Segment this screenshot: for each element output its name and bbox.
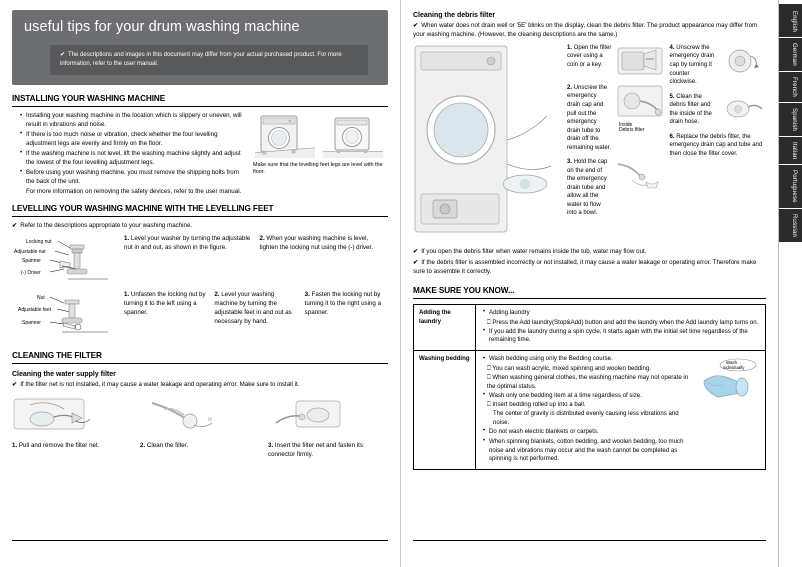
tab-french[interactable]: French	[779, 72, 802, 103]
sub-item-text: You can wash acrylic, mixed spinning and woolen bedding.	[492, 365, 652, 373]
debris-note-2	[413, 259, 766, 277]
sub-item-text: Press the Add laundry(Stop&Add) button and add the laundry when the Add laundry lamp turns on.	[492, 318, 759, 326]
page-title: useful tips for your drum washing machine	[24, 19, 300, 35]
debris-step-5	[670, 93, 767, 127]
step-text: Level your washer by turning the adjustable nut in and out, as shown in the figure.	[124, 234, 251, 251]
step-text: Unscrew the emergency drain cap and pull out the emergency drain tube to drain off the remaining water.	[567, 84, 612, 151]
list-item: • Do not wash electric blankets or carpets.	[483, 428, 692, 437]
right-column	[400, 0, 778, 567]
left-column	[0, 0, 400, 567]
step-text: Clean the filter.	[146, 441, 189, 449]
step-number: 6.	[669, 133, 675, 140]
row-content-adding-laundry	[476, 304, 766, 350]
step-number: 2.	[567, 84, 573, 91]
step-number: 3.	[268, 441, 274, 449]
emergency-drain-illustration	[616, 84, 664, 132]
subheading-water-supply-filter: Cleaning the water supply filter	[12, 370, 116, 378]
step-number: 2.	[140, 441, 146, 449]
filter-step-1	[12, 395, 132, 459]
step-text: Level your washing machine by turning the adjustable feet in and out as necessary by hand.	[214, 290, 292, 325]
filter-steps	[12, 395, 388, 459]
tab-italian[interactable]: Italian	[779, 137, 802, 165]
step-text: Replace the debris filter, the emergency drain cap and tube and then close the filter cover.	[669, 133, 763, 157]
language-tabs	[778, 0, 802, 567]
tab-german[interactable]: German	[779, 38, 802, 72]
filter-check-line	[12, 381, 388, 390]
banner-note	[50, 45, 368, 75]
levelling-feet-step-3	[305, 291, 388, 318]
svg-text:Debris filter: Debris filter	[618, 126, 644, 132]
levelling-bottom-row	[12, 291, 388, 339]
levelling-step-1	[124, 235, 253, 253]
step-number: 3.	[304, 290, 310, 298]
svg-text:Locking nut: Locking nut	[26, 238, 52, 245]
debris-step-1	[567, 44, 664, 78]
right-footer-rule	[413, 540, 766, 541]
svg-text:Adjustable nut: Adjustable nut	[14, 248, 46, 255]
heading-installing: INSTALLING YOUR WASHING MACHINE	[12, 94, 166, 103]
list-item: • When spinning blankets, cotton bedding, and woolen bedding, too much noise and vibrations may occur and the wash cannot be completed as spinning is not performed.	[483, 438, 692, 464]
debris-step-6	[670, 133, 767, 159]
table-row	[414, 351, 766, 470]
list-item: • If there is too much noise or vibration, check whether the four levelling adjustment legs are evenly and firmly on the floor.	[20, 131, 247, 149]
bedding-roll-illustration	[698, 357, 760, 399]
debris-note-1	[413, 248, 766, 257]
step-text: Unfasten the locking nut by turning it to the left using a spanner.	[124, 290, 206, 316]
filter-step-1-caption	[12, 442, 132, 451]
left-footer-rule	[12, 540, 388, 541]
svg-text:(-) Driver: (-) Driver	[21, 269, 41, 276]
debris-figure-and-steps	[413, 44, 766, 242]
filter-step-3-caption	[268, 442, 388, 459]
filter-step-2	[140, 395, 260, 459]
divider	[12, 106, 388, 107]
install-extra-line: For more information on removing the safety devices, refer to the user manual.	[26, 187, 242, 195]
check-icon: ✔	[413, 247, 419, 255]
debris-steps-col-2	[670, 44, 767, 242]
svg-text:Inside: Inside	[618, 121, 632, 128]
debris-check-text: When water does not drain well or '5E' blinks on the display, clean the debris filter. The product appearance may differ from your washing machine. (However, the cleaning descriptions are the same.)	[413, 22, 758, 38]
step-text: Open the filter cover using a coin or a key.	[567, 44, 612, 68]
check-icon: ✔	[413, 22, 419, 29]
debris-steps-col-1	[567, 44, 664, 242]
sub-item-plain: The center of gravity is distributed evenly causing less vibrations and noise.	[493, 410, 679, 427]
heading-cleaning-filter: CLEANING THE FILTER	[12, 350, 102, 360]
step-number: 2.	[214, 290, 220, 298]
list-item: • Wash bedding using only the Bedding course.	[483, 355, 692, 364]
check-icon: ✔	[12, 380, 18, 388]
install-figure-caption: Make sure that the levelling feet legs are level with the floor.	[253, 162, 383, 176]
tab-russian[interactable]: Russian	[779, 209, 802, 243]
svg-text:individually: individually	[723, 365, 745, 371]
levelling-step-2	[260, 235, 389, 253]
step-number: 1.	[124, 234, 130, 242]
heading-levelling: LEVELLING YOUR WASHING MACHINE WITH THE LEVELLING FEET	[12, 203, 274, 213]
step-text: Pull and remove the filter net.	[18, 441, 100, 449]
filter-install-illustration	[268, 395, 380, 439]
list-item: • Installing your washing machine in the location which is slippery or uneven, will result in vibrations and noise.	[20, 112, 247, 130]
debris-machine-illustration	[413, 44, 561, 242]
filter-cover-open-illustration	[616, 44, 664, 78]
divider	[12, 363, 388, 364]
divider	[413, 298, 766, 299]
levelling-check-line	[12, 222, 388, 231]
install-bullets	[12, 112, 247, 195]
check-icon: ✔	[413, 258, 419, 266]
step-text: When your washing machine is level, tighten the locking nut using the (-) driver.	[259, 234, 373, 251]
sub-item: ⎕ You can wash acrylic, mixed spinning and woolen bedding.	[487, 365, 652, 373]
washer-sloped-illustration	[253, 112, 317, 160]
step-text: Unscrew the emergency drain cap by turning it counter clockwise.	[669, 44, 715, 86]
list-item: • Wash only one bedding item at a time regardless of size.	[483, 392, 692, 401]
banner-note-text: The descriptions and images in this document may differ from your actual purchased product. For more information, refer to the user manual.	[60, 52, 342, 67]
step-number: 5.	[669, 93, 675, 100]
filter-removal-illustration	[12, 395, 124, 439]
heading-make-sure: MAKE SURE YOU KNOW...	[413, 285, 515, 295]
list-item: • If you add the laundry during a spin cycle, it starts again with the initial set time regardless of the remaining time.	[483, 328, 760, 346]
list-item: • Before using your washing machine, you must remove the shipping bolts from the back of the unit.	[20, 169, 247, 187]
unscrew-drain-cap-illustration	[722, 44, 766, 78]
sub-item-text: When washing general clothes, the washing machine may not operate in the optimal status.	[487, 373, 689, 390]
svg-text:Spanner: Spanner	[22, 319, 41, 326]
step-number: 2.	[259, 234, 265, 242]
svg-text:Spanner: Spanner	[22, 257, 41, 264]
step-text: Clean the debris filter and the inside of the drain hose.	[669, 93, 712, 126]
tab-english[interactable]: English	[779, 4, 802, 38]
levelling-feet-step-2	[214, 291, 297, 327]
filter-check-text: If the filter net is not installed, it may cause a water leakage and operating error. Make sure to install it.	[20, 380, 300, 388]
step-number: 4.	[669, 44, 675, 51]
filter-step-3	[268, 395, 388, 459]
debris-note-2-text: If the debris filter is assembled incorrectly or not installed, it may cause a water leakage or operating error. Therefore make sure to assemble it correctly.	[413, 258, 757, 275]
step-number: 1.	[124, 290, 130, 298]
levelling-check-text: Refer to the descriptions appropriate to your washing machine.	[20, 221, 193, 229]
list-item: • If the washing machine is not level, lift the washing machine slightly and adjust the lowest of the four levelling adjustment legs.	[20, 150, 247, 168]
row-content-washing-bedding	[476, 351, 766, 470]
svg-text:Nut: Nut	[37, 294, 45, 301]
check-icon: ✔	[60, 52, 66, 58]
debris-step-3	[567, 158, 664, 218]
sub-item-text: Insert bedding rolled up into a ball.	[492, 401, 586, 409]
debris-step-4	[670, 44, 767, 87]
table-row	[414, 304, 766, 350]
levelling-nut-illustration	[12, 235, 117, 287]
filter-cleaning-illustration	[140, 395, 252, 439]
tab-portuguese[interactable]: Portuguese	[779, 165, 802, 209]
svg-text:Wash: Wash	[726, 360, 738, 366]
check-icon: ✔	[12, 221, 18, 229]
divider	[12, 216, 388, 217]
step-number: 1.	[567, 44, 573, 51]
step-number: 1.	[12, 441, 18, 449]
title-banner	[12, 10, 388, 85]
sub-item: ⎕ When washing general clothes, the washing machine may not operate in the optimal status.	[487, 373, 689, 390]
drain-into-bowl-illustration	[616, 158, 664, 190]
sub-item: ⎕ Insert bedding rolled up into a ball.	[487, 401, 586, 409]
washer-level-illustration	[321, 112, 385, 160]
filter-step-2-caption	[140, 442, 260, 451]
debris-steps	[567, 44, 766, 242]
step-text: Hold the cap on the end of the emergency drain tube and allow all the water to flow into a bowl.	[567, 159, 608, 217]
heading-debris-filter: Cleaning the debris filter	[413, 12, 496, 19]
tab-spanish[interactable]: Spanish	[779, 103, 802, 137]
debris-check-line	[413, 22, 766, 40]
row-label-washing-bedding: Washing bedding	[414, 351, 476, 470]
install-figures	[253, 112, 388, 195]
levelling-feet-illustration	[12, 291, 117, 339]
step-text: Fasten the locking nut by turning it to the right using a spanner.	[304, 290, 382, 316]
step-number: 3.	[567, 159, 573, 166]
svg-text:Adjustable feet: Adjustable feet	[18, 306, 52, 313]
levelling-feet-step-1	[124, 291, 207, 318]
step-text: Insert the filter net and fasten its connector firmly.	[268, 441, 363, 458]
install-section	[12, 112, 388, 195]
make-sure-table	[413, 304, 766, 470]
debris-step-2	[567, 84, 664, 152]
sub-item: ⎕ Press the Add laundry(Stop&Add) button and add the laundry when the Add laundry lamp turns on.	[487, 318, 759, 326]
levelling-top-row	[12, 235, 388, 287]
list-item: • Adding laundry	[483, 309, 760, 318]
debris-note-1-text: If you open the debris filter when water remains inside the tub, water may flow out.	[421, 247, 647, 255]
row-label-adding-laundry: Adding the laundry	[414, 304, 476, 350]
clean-debris-filter-illustration	[722, 93, 766, 127]
